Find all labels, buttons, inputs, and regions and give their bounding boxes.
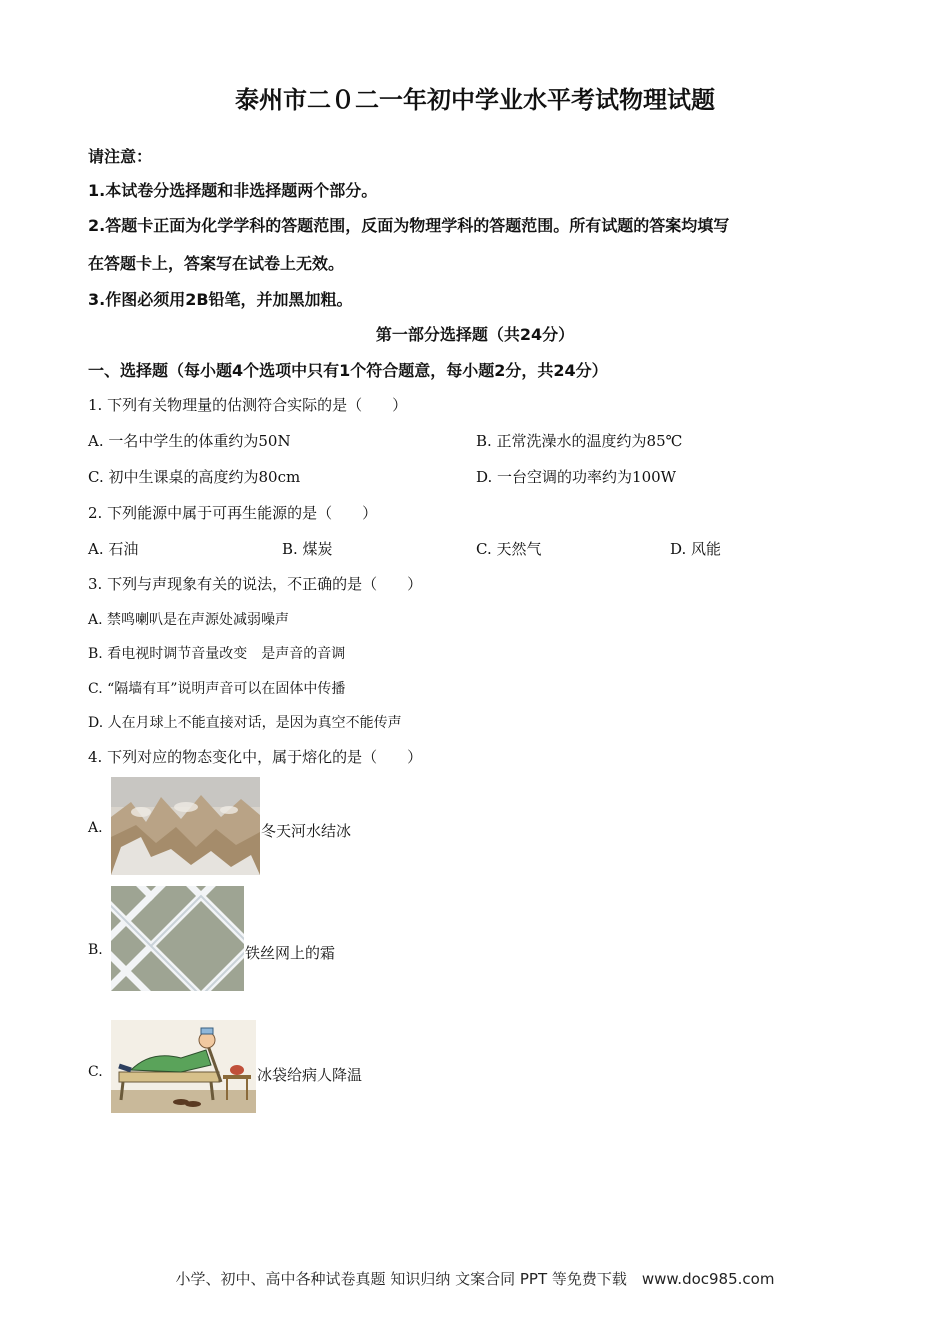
question-3-option-d: D. 人在月球上不能直接对话，是因为真空不能传声 [88, 715, 402, 731]
question-2-option-b: B. 煤炭 [282, 540, 333, 558]
question-1-stem: 1. 下列有关物理量的估测符合实际的是（ ） [88, 396, 408, 414]
question-4-option-c-letter: C. [88, 1064, 103, 1080]
question-1-option-a: A. 一名中学生的体重约为50N [88, 432, 291, 450]
section-heading: 一、选择题（每小题4个选项中只有1个符合题意，每小题2分，共24分） [88, 361, 608, 380]
notice-heading: 请注意： [88, 147, 153, 166]
question-3-option-c: C. “隔墙有耳”说明声音可以在固体中传播 [88, 681, 346, 697]
notice-item-2-cont: 在答题卡上，答案写在试卷上无效。 [88, 254, 345, 273]
question-1-option-c: C. 初中生课桌的高度约为80cm [88, 468, 301, 486]
question-1-option-b: B. 正常洗澡水的温度约为85℃ [476, 432, 683, 450]
question-3-option-b: B. 看电视时调节音量改变 是声音的音调 [88, 646, 346, 662]
notice-item-2: 2.答题卡正面为化学学科的答题范围，反面为物理学科的答题范围。所有试题的答案均填写 [88, 216, 730, 235]
question-4-option-c-caption: 冰袋给病人降温 [257, 1066, 363, 1084]
question-3-stem: 3. 下列与声现象有关的说法，不正确的是（ ） [88, 575, 423, 593]
question-4-stem: 4. 下列对应的物态变化中，属于熔化的是（ ） [88, 748, 423, 766]
question-2-option-d: D. 风能 [670, 540, 722, 558]
question-3-option-a: A. 禁鸣喇叭是在声源处减弱噪声 [88, 612, 290, 628]
notice-item-1: 1.本试卷分选择题和非选择题两个部分。 [88, 181, 378, 200]
ice-pack-patient-illustration [111, 1020, 256, 1113]
question-4-option-b-letter: B. [88, 942, 103, 958]
notice-item-3: 3.作图必须用2B铅笔，并加黑加粗。 [88, 290, 353, 309]
question-4-option-a-caption: 冬天河水结冰 [261, 822, 352, 840]
question-2-option-a: A. 石油 [88, 540, 139, 558]
part-heading: 第一部分选择题（共24分） [375, 325, 575, 344]
frozen-river-photo [111, 777, 260, 875]
question-2-option-c: C. 天然气 [476, 540, 542, 558]
question-4-option-b-caption: 铁丝网上的霜 [245, 944, 336, 962]
question-1-option-d: D. 一台空调的功率约为100W [476, 468, 677, 486]
page-title: 泰州市二０二一年初中学业水平考试物理试题 [235, 86, 715, 114]
footer-note: 小学、初中、高中各种试卷真题 知识归纳 文案合同 PPT 等免费下载 www.doc985.com [175, 1270, 775, 1288]
question-2-stem: 2. 下列能源中属于可再生能源的是（ ） [88, 504, 378, 522]
frosted-wire-fence-photo [111, 886, 244, 991]
question-4-option-a-letter: A. [88, 820, 103, 836]
